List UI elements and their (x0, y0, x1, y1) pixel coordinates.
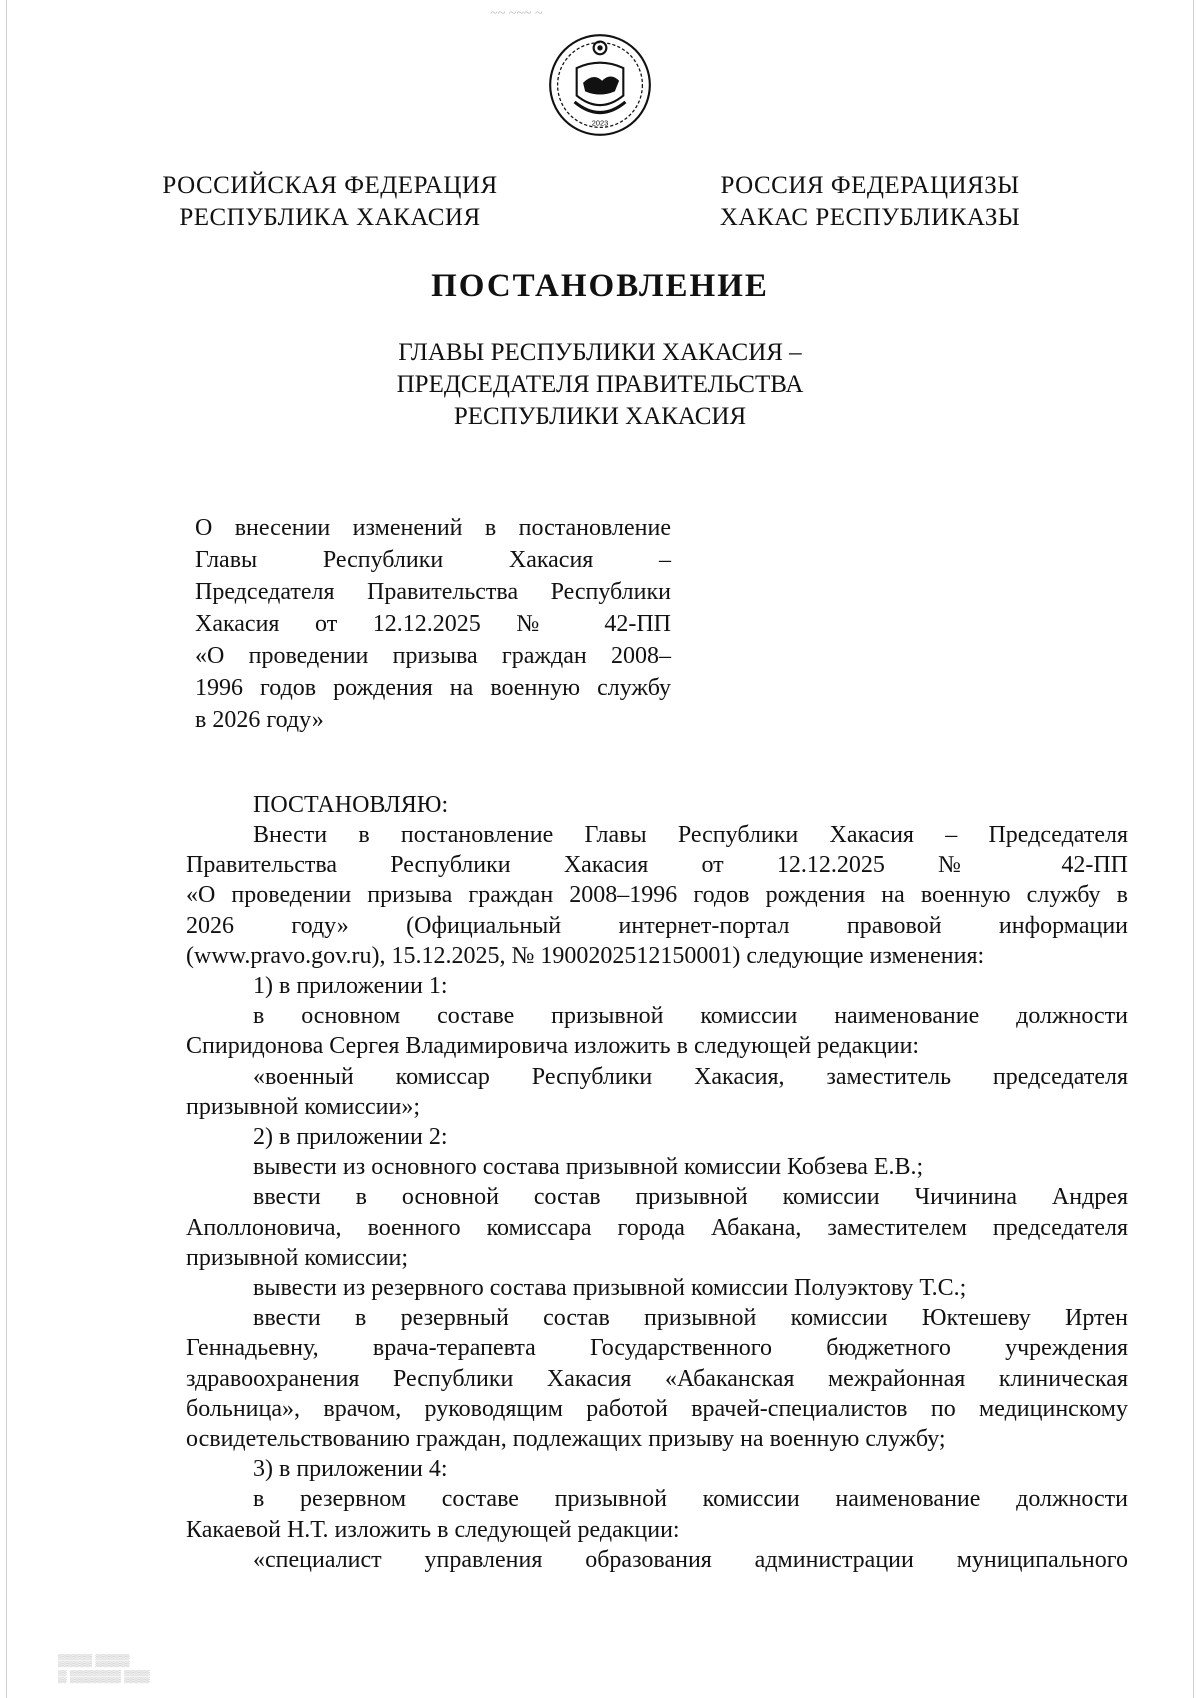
subject-line: 1996 годов рождения на военную службу (195, 675, 671, 701)
issuing-authority (0, 337, 1200, 433)
body-line: 3) в приложении 4: (253, 1456, 448, 1483)
body-line: призывной комиссии»; (186, 1093, 420, 1120)
body-line: вывести из резервного состава призывной комиссии Полуэктову Т.С.; (253, 1275, 967, 1302)
body-line: 1) в приложении 1: (253, 973, 448, 1000)
body-line: здравоохранения Республики Хакасия «Абаканская межрайонная клиническая (186, 1365, 1128, 1392)
decree-word: ПОСТАНОВЛЯЮ: (253, 792, 449, 818)
subject-line: Председателя Правительства Республики (195, 579, 671, 605)
body-line: ввести в основной состав призывной комиссии Чичинина Андрея (253, 1184, 1128, 1211)
subject-line: Главы Республики Хакасия – (195, 547, 671, 573)
body-line: больница», врачом, руководящим работой врачей-специалистов по медицинскому (186, 1395, 1128, 1422)
subject-line: Хакасия от 12.12.2025 № 42-ПП (195, 611, 671, 637)
header-right (690, 170, 1050, 234)
body-line: вывести из основного состава призывной комиссии Кобзева Е.В.; (253, 1154, 924, 1181)
emblem-year: 2023 (591, 118, 609, 128)
body-line: Геннадьевну, врача-терапевта Государственного бюджетного учреждения (186, 1335, 1128, 1362)
body-line: (www.pravo.gov.ru), 15.12.2025, № 1900202512150001) следующие изменения: (186, 942, 985, 969)
authority-line: ПРЕДСЕДАТЕЛЯ ПРАВИТЕЛЬСТВА (396, 371, 804, 398)
subject-line: «О проведении призыва граждан 2008– (195, 643, 671, 669)
body-line: призывной комиссии; (186, 1244, 408, 1271)
header-right-line: РОССИЯ ФЕДЕРАЦИЯЗЫ (720, 172, 1020, 199)
authority-line: ГЛАВЫ РЕСПУБЛИКИ ХАКАСИЯ – (398, 339, 802, 366)
document-subject (195, 512, 671, 736)
subject-line: в 2026 году» (195, 707, 324, 733)
scan-edge-left (6, 0, 7, 1698)
body-line: «О проведении призыва граждан 2008–1996 годов рождения на военную службу в (186, 882, 1128, 909)
body-line: Спиридонова Сергея Владимировича изложить в следующей редакции: (186, 1033, 920, 1060)
authority-line: РЕСПУБЛИКИ ХАКАСИЯ (453, 403, 747, 430)
body-line: ввести в резервный состав призывной комиссии Юктешеву Иртен (253, 1305, 1128, 1332)
body-line: освидетельствованию граждан, подлежащих призыву на военную службу; (186, 1426, 946, 1453)
header-left (150, 170, 510, 234)
faint-stamp: ▒▒▒▒ ▒▒▒▒ ▒ ▒▒▒▒▒▒ ▒▒▒ (58, 1653, 150, 1683)
body-line: в основном составе призывной комиссии наименование должности (253, 1003, 1128, 1030)
body-line: «военный комиссар Республики Хакасия, заместитель председателя (253, 1063, 1128, 1090)
header-left-line: РЕСПУБЛИКА ХАКАСИЯ (179, 204, 481, 231)
body-line: «специалист управления образования администрации муниципального (253, 1546, 1128, 1573)
scan-mark: ~~ ~~~ ~ (490, 6, 543, 21)
scan-edge-right (1193, 0, 1194, 1698)
document-title: ПОСТАНОВЛЕНИЕ (431, 268, 769, 304)
body-line: 2026 году» (Официальный интернет-портал правовой информации (186, 912, 1128, 939)
body-line: Аполлоновича, военного комиссара города Абакана, заместителем председателя (186, 1214, 1128, 1241)
document-body (186, 820, 1128, 1575)
body-line: в резервном составе призывной комиссии наименование должности (253, 1486, 1128, 1513)
subject-line: О внесении изменений в постановление (195, 515, 671, 541)
header-right-line: ХАКАС РЕСПУБЛИКАЗЫ (719, 204, 1021, 231)
body-line: Какаевой Н.Т. изложить в следующей редакции: (186, 1516, 680, 1543)
header-left-line: РОССИЙСКАЯ ФЕДЕРАЦИЯ (162, 172, 498, 199)
body-line: Внести в постановление Главы Республики Хакасия – Председателя (253, 822, 1128, 848)
body-line: Правительства Республики Хакасия от 12.12.2025 № 42-ПП (186, 852, 1128, 879)
body-line: 2) в приложении 2: (253, 1124, 448, 1151)
coat-of-arms-icon (547, 32, 653, 138)
